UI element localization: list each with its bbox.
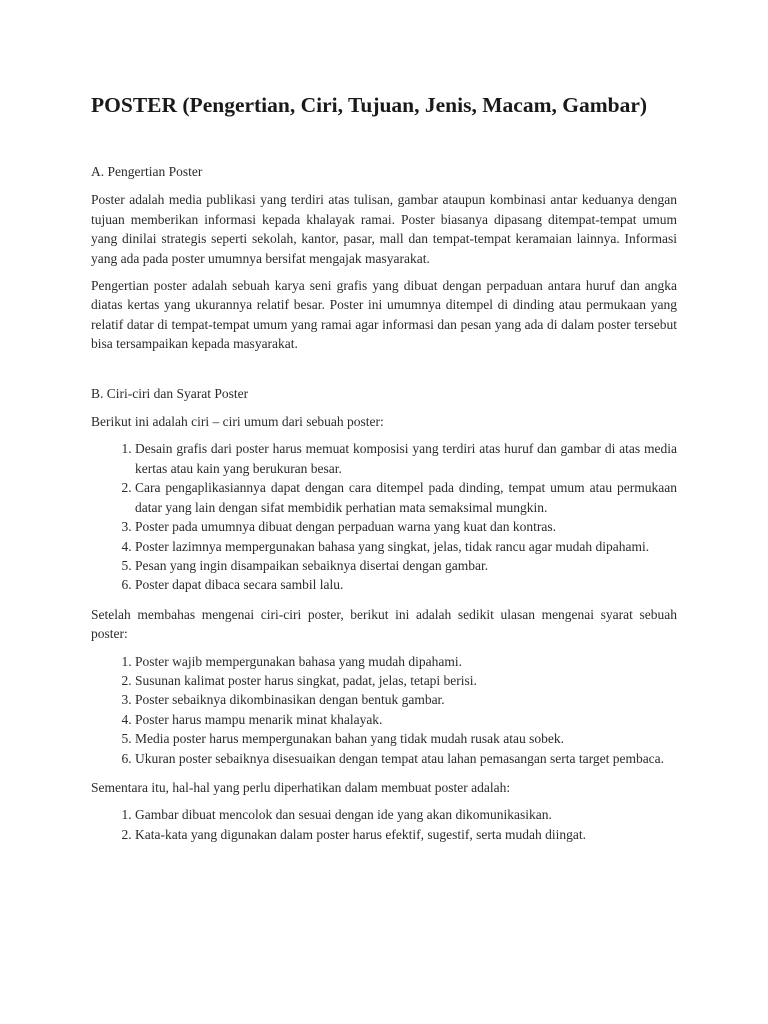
list-item: 2. Kata-kata yang digunakan dalam poster harus efektif, sugestif, serta mudah diingat. [135,825,677,844]
syarat-intro: Setelah membahas mengenai ciri-ciri poster, berikut ini adalah sedikit ulasan mengenai syarat sebuah poster: [91,606,677,642]
list-item: 3. Poster pada umumnya dibuat dengan perpaduan warna yang kuat dan kontras. [135,517,677,536]
list-item: 2. Cara pengaplikasiannya dapat dengan cara ditempel pada dinding, tempat umum atau permukaan datar yang lain dengan sifat membidik perhatian mata semaksimal mungkin. [135,478,677,517]
ciri-intro: Berikut ini adalah ciri – ciri umum dari sebuah poster: [91,414,384,430]
syarat-list [91,652,677,768]
perhatian-list [91,805,677,844]
list-item: 4. Poster lazimnya mempergunakan bahasa yang singkat, jelas, tidak rancu agar mudah dipahami. [135,537,677,556]
list-item: 1. Desain grafis dari poster harus memuat komposisi yang terdiri atas huruf dan gambar di atas media kertas atau kain yang berukuran besar. [135,439,677,478]
section-b-heading: B. Ciri-ciri dan Syarat Poster [91,385,249,401]
perhatian-intro: Sementara itu, hal-hal yang perlu diperhatikan dalam membuat poster adalah: [91,779,511,795]
list-item: 6. Poster dapat dibaca secara sambil lalu. [135,575,677,594]
list-item: 4. Poster harus mampu menarik minat khalayak. [135,710,677,729]
list-item: 3. Poster sebaiknya dikombinasikan dengan bentuk gambar. [135,690,677,709]
section-a-paragraph: Pengertian poster adalah sebuah karya seni grafis yang dibuat dengan perpaduan antara huruf dan angka diatas kertas yang ukurannya relatif besar. Poster ini umumnya ditempel di dinding atau permukaan yang relatif datar di tempat-tempat umum yang ramai agar informasi dan pesan yang ada di dalam poster tersebut bisa tersampaikan kepada masyarakat. [91,278,677,352]
section-a-heading: A. Pengertian Poster [91,164,203,179]
list-item: 5. Media poster harus mempergunakan bahan yang tidak mudah rusak atau sobek. [135,729,677,748]
list-item: 1. Poster wajib mempergunakan bahasa yang mudah dipahami. [135,652,677,671]
list-item: 1. Gambar dibuat mencolok dan sesuai dengan ide yang akan dikomunikasikan. [135,805,677,824]
document-body [91,162,677,854]
ciri-list [91,439,677,594]
list-item: 6. Ukuran poster sebaiknya disesuaikan dengan tempat atau lahan pemasangan serta target pembaca. [135,749,677,768]
document-title: POSTER (Pengertian, Ciri, Tujuan, Jenis, Macam, Gambar) [91,93,648,117]
list-item: 5. Pesan yang ingin disampaikan sebaiknya disertai dengan gambar. [135,556,677,575]
section-a-paragraph: Poster adalah media publikasi yang terdiri atas tulisan, gambar ataupun kombinasi antar keduanya dengan tujuan memberikan informasi kepada khalayak ramai. Poster biasanya dipasang ditempat-tempat umum yang dinilai strategis seperti sekolah, kantor, pasar, mall dan tempat-tempat keramaian lainnya. Informasi yang ada pada poster umumnya bersifat mengajak masyarakat. [91,192,677,266]
list-item: 2. Susunan kalimat poster harus singkat, padat, jelas, tetapi berisi. [135,671,677,690]
